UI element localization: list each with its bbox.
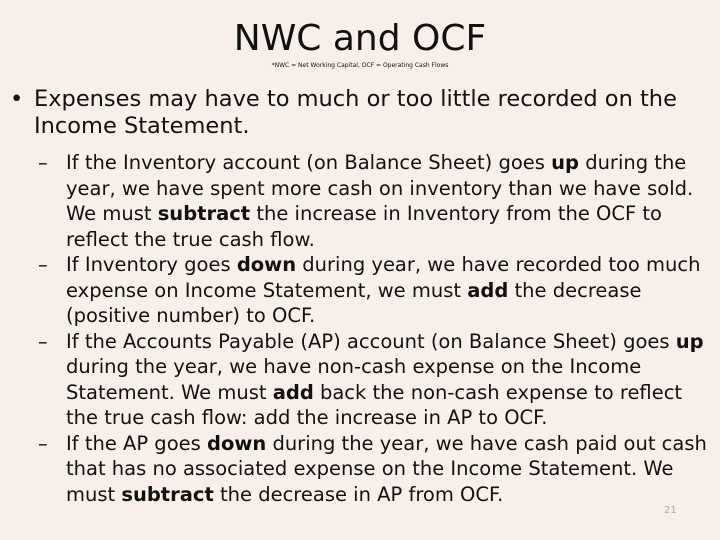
emphasis: subtract [121, 482, 214, 506]
slide-subtitle: *NWC = Net Working Capital, OCF = Operating Cash Flows [271, 62, 449, 69]
emphasis: up [551, 151, 579, 174]
main-bullet-text: Expenses may have to much or too little recorded on the Income Statement. [34, 86, 677, 139]
sub-bullet-ap-up [38, 329, 714, 431]
sub-bullet-text: If the AP goes down during the year, we have cash paid out cash that has no associated expense on the Income Statement. We must subtract the decrease in AP from OCF. [66, 431, 707, 506]
sub-bullet-text: If the Inventory account (on Balance Sheet) goes up during the year, we have spent more cash on inventory than we have sold. We must subtract the increase in Inventory from the OCF to reflect the true cash flow. [66, 151, 694, 251]
dash-marker: – [38, 329, 48, 353]
emphasis: down [206, 431, 267, 455]
sub-bullet-text: If Inventory goes down during year, we have recorded too much expense on Income Statement, we must add the decrease (positive number) to OCF. [66, 253, 701, 327]
main-bullet [10, 86, 710, 140]
emphasis: down [236, 253, 297, 276]
dash-marker: – [38, 431, 48, 455]
sub-bullet-ap-down [38, 431, 714, 508]
sub-bullet-inventory-down [38, 252, 714, 329]
dash-marker: – [38, 151, 48, 174]
dash-marker: – [38, 253, 48, 276]
emphasis: add [467, 278, 509, 302]
emphasis: add [272, 380, 314, 404]
slide-title: NWC and OCF [233, 18, 487, 59]
page-number: 21 [664, 505, 677, 516]
sub-bullet-list [38, 150, 714, 507]
bullet-marker: • [10, 86, 24, 112]
emphasis: subtract [157, 202, 251, 225]
emphasis: up [675, 329, 704, 353]
sub-bullet-inventory-up [38, 150, 714, 252]
sub-bullet-text: If the Accounts Payable (AP) account (on Balance Sheet) goes up during the year, we have non-cash expense on the Income Statement. We must add back the non-cash expense to reflect the true cash flow: add the increase in AP to OCF. [66, 329, 704, 429]
